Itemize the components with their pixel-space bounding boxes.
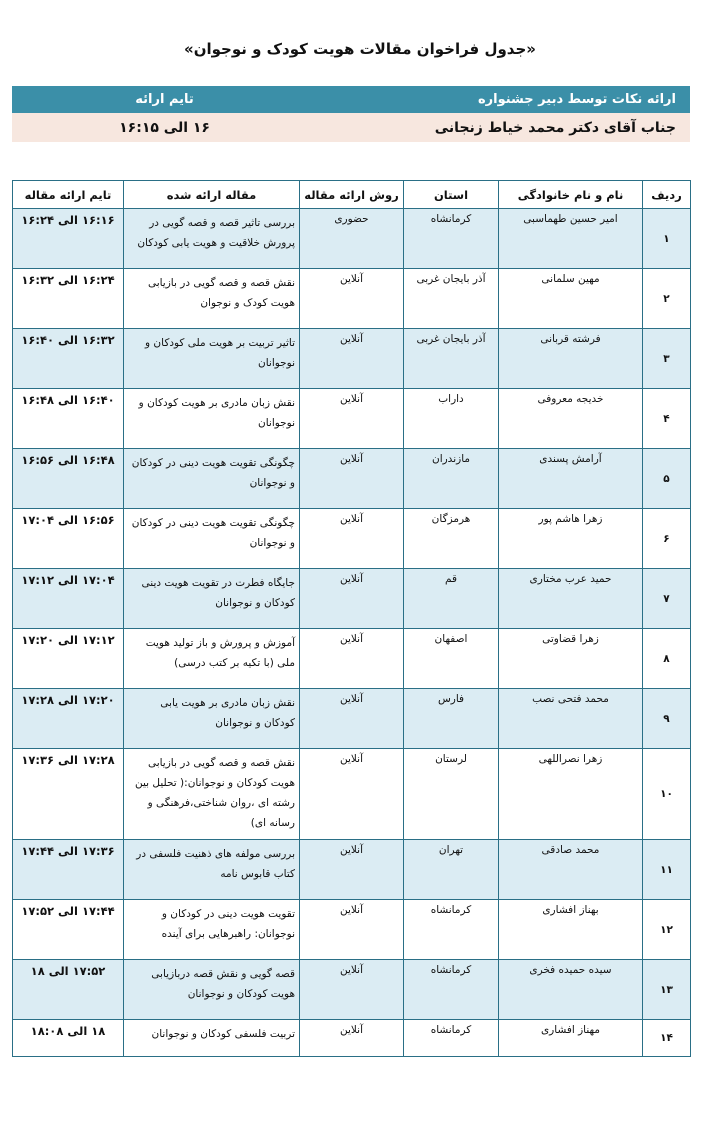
header-time: تایم ارائه مقاله: [13, 181, 124, 209]
secretary-header-label: ارائه نکات توسط دبیر جشنواره: [317, 86, 690, 113]
page-title: «جدول فراخوان مقالات هویت کودک و نوجوان»: [184, 40, 536, 58]
province: فارس: [404, 689, 499, 749]
row-number: ۳: [643, 329, 691, 389]
secretary-time: ۱۶ الی ۱۶:۱۵: [12, 113, 317, 142]
presentation-time: ۱۶:۳۲ الی ۱۶:۴۰: [13, 329, 124, 389]
secretary-header-time: تایم ارائه: [12, 86, 317, 113]
presentation-time: ۱۶:۴۰ الی ۱۶:۴۸: [13, 389, 124, 449]
row-number: ۱۳: [643, 960, 691, 1020]
row-number: ۶: [643, 509, 691, 569]
presentation-time: ۱۷:۲۰ الی ۱۷:۲۸: [13, 689, 124, 749]
secretary-body-row: [12, 113, 690, 142]
article-title: بررسی مولفه های ذهنیت فلسفی در کتاب قابوس نامه: [124, 840, 300, 900]
presentation-time: ۱۸ الی ۱۸:۰۸: [13, 1020, 124, 1057]
presentation-method: آنلاین: [300, 840, 404, 900]
presentation-time: ۱۶:۵۶ الی ۱۷:۰۴: [13, 509, 124, 569]
festival-secretary-table: [12, 86, 690, 142]
row-number: ۲: [643, 269, 691, 329]
table-row: [13, 629, 691, 689]
article-title: تقویت هویت دینی در کودکان و نوجوانان: راهبرهایی برای آینده: [124, 900, 300, 960]
presentation-method: آنلاین: [300, 569, 404, 629]
row-number: ۱۲: [643, 900, 691, 960]
table-row: [13, 900, 691, 960]
row-number: ۱۱: [643, 840, 691, 900]
province: کرمانشاه: [404, 900, 499, 960]
presenter-name: محمد فتحی نصب: [499, 689, 643, 749]
header-article: مقاله ارائه شده: [124, 181, 300, 209]
presenter-name: حمید عرب مختاری: [499, 569, 643, 629]
presentation-method: آنلاین: [300, 689, 404, 749]
article-title: آموزش و پرورش و باز تولید هویت ملی (با تکیه بر کتب درسی): [124, 629, 300, 689]
province: هرمزگان: [404, 509, 499, 569]
province: کرمانشاه: [404, 960, 499, 1020]
province: مازندران: [404, 449, 499, 509]
article-title: قصه گویی و نقش قصه دربازیابی هویت کودکان و نوجوانان: [124, 960, 300, 1020]
table-row: [13, 509, 691, 569]
table-row: [13, 329, 691, 389]
row-number: ۹: [643, 689, 691, 749]
row-number: ۷: [643, 569, 691, 629]
table-row: [13, 840, 691, 900]
article-title: چگونگی تقویت هویت دینی در کودکان و نوجوانان: [124, 509, 300, 569]
presentation-time: ۱۶:۱۶ الی ۱۶:۲۴: [13, 209, 124, 269]
province: تهران: [404, 840, 499, 900]
province: کرمانشاه: [404, 209, 499, 269]
row-number: ۱۴: [643, 1020, 691, 1057]
table-row: [13, 269, 691, 329]
table-row: [13, 569, 691, 629]
presenter-name: مهناز افشاری: [499, 1020, 643, 1057]
presenter-name: زهرا نصراللهی: [499, 749, 643, 840]
table-row: [13, 449, 691, 509]
presentation-time: ۱۷:۱۲ الی ۱۷:۲۰: [13, 629, 124, 689]
presentation-time: ۱۷:۲۸ الی ۱۷:۳۶: [13, 749, 124, 840]
row-number: ۸: [643, 629, 691, 689]
article-title: نقش زبان مادری بر هویت کودکان و نوجوانان: [124, 389, 300, 449]
header-name: نام و نام خانوادگی: [499, 181, 643, 209]
presenter-name: زهرا قضاوتی: [499, 629, 643, 689]
presentation-method: آنلاین: [300, 749, 404, 840]
presentation-method: آنلاین: [300, 269, 404, 329]
presentation-time: ۱۷:۳۶ الی ۱۷:۴۴: [13, 840, 124, 900]
secretary-speaker: جناب آقای دکتر محمد خیاط زنجانی: [317, 113, 690, 142]
header-province: استان: [404, 181, 499, 209]
table-row: [13, 749, 691, 840]
article-title: جایگاه فطرت در تقویت هویت دینی کودکان و نوجوانان: [124, 569, 300, 629]
province: داراب: [404, 389, 499, 449]
article-title: تربیت فلسفی کودکان و نوجوانان: [124, 1020, 300, 1057]
presenter-name: محمد صادقی: [499, 840, 643, 900]
table-row: [13, 689, 691, 749]
presentation-method: آنلاین: [300, 389, 404, 449]
presentation-time: ۱۶:۴۸ الی ۱۶:۵۶: [13, 449, 124, 509]
presentation-time: ۱۷:۰۴ الی ۱۷:۱۲: [13, 569, 124, 629]
presentation-method: آنلاین: [300, 449, 404, 509]
row-number: ۱: [643, 209, 691, 269]
header-method: روش ارائه مقاله: [300, 181, 404, 209]
table-row: [13, 209, 691, 269]
presenter-name: خدیجه معروفی: [499, 389, 643, 449]
row-number: ۵: [643, 449, 691, 509]
presentation-time: ۱۷:۵۲ الی ۱۸: [13, 960, 124, 1020]
presentation-method: آنلاین: [300, 329, 404, 389]
secretary-header-row: [12, 86, 690, 113]
presentation-method: آنلاین: [300, 960, 404, 1020]
presentation-method: آنلاین: [300, 509, 404, 569]
presenter-name: آرامش پسندی: [499, 449, 643, 509]
presenter-name: امیر حسین طهماسبی: [499, 209, 643, 269]
presentation-time: ۱۶:۲۴ الی ۱۶:۳۲: [13, 269, 124, 329]
article-title: بررسی تاثیر قصه و قصه گویی در پرورش خلاقیت و هویت یابی کودکان: [124, 209, 300, 269]
article-title: چگونگی تقویت هویت دینی در کودکان و نوجوانان: [124, 449, 300, 509]
presentation-method: آنلاین: [300, 900, 404, 960]
article-title: نقش زبان مادری بر هویت یابی کودکان و نوجوانان: [124, 689, 300, 749]
row-number: ۴: [643, 389, 691, 449]
presentation-method: آنلاین: [300, 1020, 404, 1057]
province: کرمانشاه: [404, 1020, 499, 1057]
presenter-name: زهرا هاشم پور: [499, 509, 643, 569]
province: اصفهان: [404, 629, 499, 689]
header-row-no: ردیف: [643, 181, 691, 209]
table-row: [13, 389, 691, 449]
article-title: نقش قصه و قصه گویی در بازیابی هویت کودکان و نوجوانان:( تحلیل بین رشته ای ،روان شناختی،فرهنگی و رسانه ای): [124, 749, 300, 840]
presenter-name: بهناز افشاری: [499, 900, 643, 960]
presentation-time: ۱۷:۴۴ الی ۱۷:۵۲: [13, 900, 124, 960]
province: قم: [404, 569, 499, 629]
presenter-name: سیده حمیده فخری: [499, 960, 643, 1020]
row-number: ۱۰: [643, 749, 691, 840]
schedule-table: [12, 180, 691, 1057]
province: آذر بایجان غربی: [404, 329, 499, 389]
province: آذر بایجان غربی: [404, 269, 499, 329]
presentation-method: حضوری: [300, 209, 404, 269]
table-row: [13, 1020, 691, 1057]
article-title: تاثیر تربیت بر هویت ملی کودکان و نوجوانان: [124, 329, 300, 389]
province: لرستان: [404, 749, 499, 840]
schedule-header-row: [13, 181, 691, 209]
presenter-name: فرشته قربانی: [499, 329, 643, 389]
table-row: [13, 960, 691, 1020]
presentation-method: آنلاین: [300, 629, 404, 689]
article-title: نقش قصه و قصه گویی در بازیابی هویت کودک و نوجوان: [124, 269, 300, 329]
presenter-name: مهین سلمانی: [499, 269, 643, 329]
